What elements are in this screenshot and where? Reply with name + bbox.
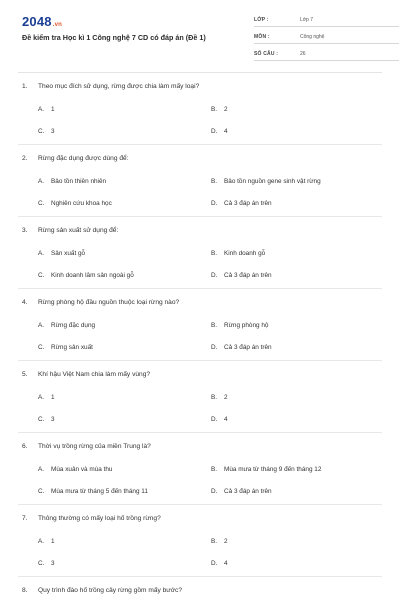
option-d[interactable] (211, 488, 272, 495)
option-text: Nghiên cứu khoa học (51, 200, 112, 207)
site-logo[interactable] (22, 14, 62, 29)
meta-box (254, 12, 399, 63)
option-d[interactable] (211, 416, 228, 423)
question-number: 2. (22, 155, 28, 162)
option-b[interactable] (211, 322, 268, 329)
option-key: D. (211, 200, 218, 207)
option-text: 4 (224, 560, 228, 567)
option-c[interactable] (38, 416, 55, 423)
question-stem (22, 155, 129, 162)
logo-number: 2048 (22, 14, 52, 29)
question-stem (22, 371, 150, 378)
option-key: C. (38, 200, 45, 207)
option-key: A. (38, 322, 45, 329)
option-c[interactable] (38, 488, 148, 495)
meta-row-count (254, 46, 399, 61)
option-text: Bảo tồn nguồn gene sinh vật rừng (224, 178, 321, 185)
option-text: Sản xuất gỗ (51, 250, 86, 257)
option-key: A. (38, 538, 45, 545)
question-stem (22, 587, 182, 594)
question-item (18, 73, 382, 145)
question-text: Rừng đặc dụng được dùng để: (38, 155, 129, 162)
option-b[interactable] (211, 106, 228, 113)
question-item (18, 577, 382, 600)
option-key: C. (38, 128, 45, 135)
option-text: Bảo tồn thiên nhiên (51, 178, 107, 185)
option-a[interactable] (38, 250, 85, 257)
option-text: 2 (224, 394, 228, 401)
question-number: 3. (22, 227, 28, 234)
option-key: B. (211, 178, 218, 185)
question-text: Khí hậu Việt Nam chia làm mấy vùng? (38, 371, 151, 378)
option-text: Mùa mưa từ tháng 9 đến tháng 12 (224, 466, 322, 473)
meta-value: 26 (300, 51, 306, 57)
option-text: Mùa xuân và mùa thu (51, 466, 113, 473)
option-a[interactable] (38, 322, 95, 329)
option-key: D. (211, 272, 218, 279)
option-key: A. (38, 106, 45, 113)
option-text: 4 (224, 128, 228, 135)
page-header (18, 0, 382, 73)
option-key: A. (38, 466, 45, 473)
option-text: 3 (51, 560, 55, 567)
question-item (18, 289, 382, 361)
option-b[interactable] (211, 250, 265, 257)
option-text: Rừng sản xuất (51, 344, 93, 351)
option-text: Cả 3 đáp án trên (224, 200, 272, 207)
question-text: Rừng sản xuất sử dụng để: (38, 227, 119, 234)
logo-suffix: .vn (52, 22, 63, 28)
option-key: B. (211, 466, 218, 473)
option-c[interactable] (38, 128, 55, 135)
option-text: 2 (224, 538, 228, 545)
meta-row-subject (254, 29, 399, 44)
option-key: D. (211, 344, 218, 351)
question-text: Thông thường có mấy loại hố trồng rừng? (38, 515, 161, 522)
option-text: Kinh doanh gỗ (224, 250, 266, 257)
question-stem (22, 299, 179, 306)
question-stem (22, 443, 151, 450)
option-key: A. (38, 178, 45, 185)
option-key: C. (38, 344, 45, 351)
question-stem (22, 515, 161, 522)
option-text: Rừng đặc dụng (51, 322, 96, 329)
question-number: 8. (22, 587, 28, 594)
option-text: Cả 3 đáp án trên (224, 344, 272, 351)
option-text: 3 (51, 416, 55, 423)
meta-label: SỐ CÂU : (254, 51, 279, 57)
question-text: Quy trình đào hố trồng cây rừng gồm mấy bước? (38, 587, 182, 594)
question-text: Theo mục đích sử dụng, rừng được chia làm mấy loại? (38, 83, 200, 90)
option-key: B. (211, 394, 218, 401)
question-text: Thời vụ trồng rừng của miền Trung là? (38, 443, 151, 450)
option-key: A. (38, 250, 45, 257)
option-text: 1 (51, 538, 55, 545)
question-number: 4. (22, 299, 28, 306)
option-key: D. (211, 128, 218, 135)
option-key: C. (38, 416, 45, 423)
option-text: Kinh doanh lâm sản ngoài gỗ (51, 272, 134, 279)
option-text: 1 (51, 106, 55, 113)
question-number: 6. (22, 443, 28, 450)
option-key: D. (211, 560, 218, 567)
option-d[interactable] (211, 200, 272, 207)
option-key: A. (38, 394, 45, 401)
question-item (18, 361, 382, 433)
option-key: B. (211, 538, 218, 545)
option-a[interactable] (38, 466, 112, 473)
option-a[interactable] (38, 538, 55, 545)
question-number: 7. (22, 515, 28, 522)
meta-value: Lớp 7 (300, 17, 314, 23)
option-d[interactable] (211, 344, 272, 351)
option-d[interactable] (211, 272, 272, 279)
option-text: Mùa mưa từ tháng 5 đến tháng 11 (51, 488, 148, 495)
option-key: B. (211, 250, 218, 257)
question-number: 1. (22, 83, 28, 90)
question-stem (22, 227, 118, 234)
question-number: 5. (22, 371, 28, 378)
option-text: Rừng phòng hộ (224, 322, 269, 329)
meta-row-class (254, 12, 399, 27)
option-d[interactable] (211, 128, 228, 135)
question-item (18, 433, 382, 505)
question-item (18, 145, 382, 217)
option-text: 3 (51, 128, 55, 135)
meta-label: LỚP : (254, 17, 269, 23)
option-a[interactable] (38, 178, 106, 185)
option-b[interactable] (211, 178, 321, 185)
option-c[interactable] (38, 200, 112, 207)
option-b[interactable] (211, 538, 228, 545)
option-key: D. (211, 488, 218, 495)
option-text: Cả 3 đáp án trên (224, 272, 272, 279)
option-key: D. (211, 416, 218, 423)
option-text: 4 (224, 416, 228, 423)
meta-label: MÔN : (254, 34, 270, 40)
option-key: B. (211, 106, 218, 113)
option-key: C. (38, 560, 45, 567)
option-c[interactable] (38, 560, 55, 567)
option-c[interactable] (38, 272, 134, 279)
option-text: 1 (51, 394, 55, 401)
option-key: C. (38, 488, 45, 495)
option-c[interactable] (38, 344, 93, 351)
meta-value: Công nghệ (300, 34, 325, 40)
option-key: B. (211, 322, 218, 329)
question-item (18, 217, 382, 289)
option-a[interactable] (38, 106, 55, 113)
question-item (18, 505, 382, 577)
option-key: C. (38, 272, 45, 279)
option-d[interactable] (211, 560, 228, 567)
option-b[interactable] (211, 394, 228, 401)
option-a[interactable] (38, 394, 55, 401)
question-text: Rừng phòng hộ đầu nguồn thuộc loại rừng nào? (38, 299, 180, 306)
question-stem (22, 83, 199, 90)
option-text: Cả 3 đáp án trên (224, 488, 272, 495)
option-text: 2 (224, 106, 228, 113)
option-b[interactable] (211, 466, 321, 473)
document-title: Đề kiểm tra Học kì 1 Công nghệ 7 CD có đáp án (Đề 1) (22, 33, 206, 42)
